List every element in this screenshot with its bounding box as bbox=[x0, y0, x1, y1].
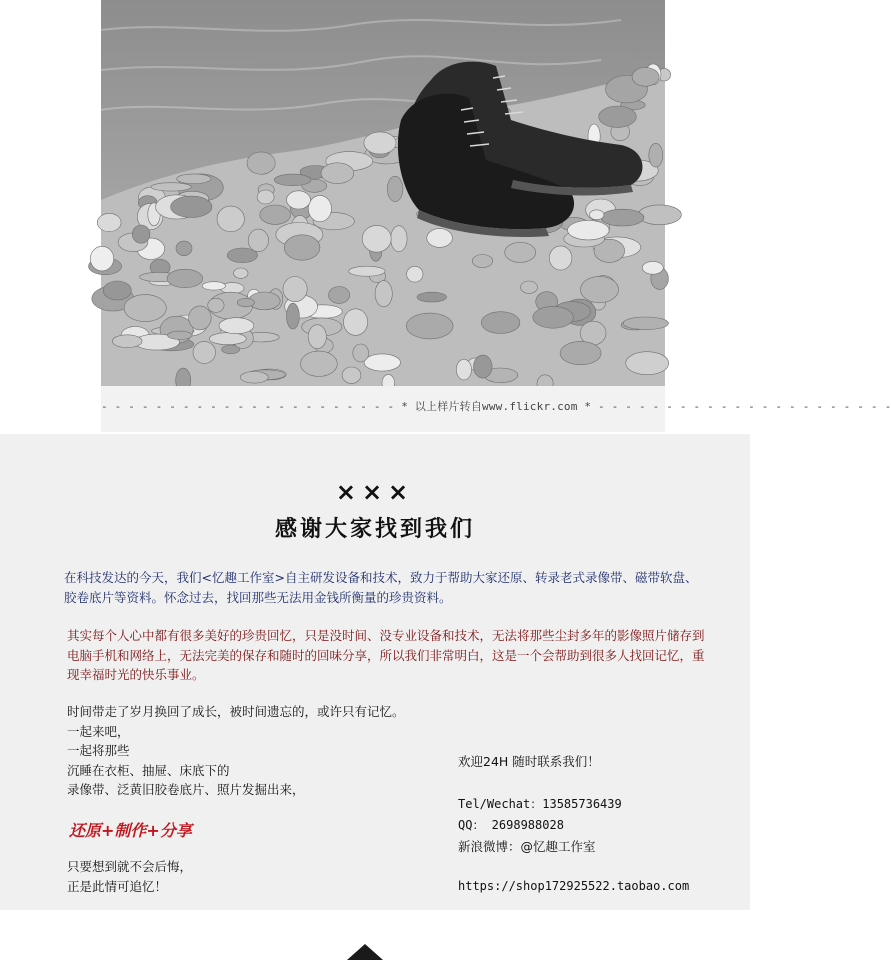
contact-welcome: 欢迎24H 随时联系我们！ bbox=[458, 754, 600, 769]
poem-lines bbox=[67, 702, 405, 800]
decorative-x-marks: ××× bbox=[335, 478, 415, 506]
boots-photo bbox=[101, 0, 665, 386]
diamond-ornament-icon bbox=[347, 944, 383, 960]
service-slogan: 还原+制作+分享 bbox=[69, 821, 192, 840]
closing-lines bbox=[67, 857, 192, 896]
contact-phone: Tel/Wechat：13585736439 bbox=[458, 797, 622, 811]
contact-qq: QQ： 2698988028 bbox=[458, 818, 564, 832]
closing-line: 正是此情可追忆！ bbox=[67, 878, 168, 894]
boots-on-rocks-image bbox=[101, 0, 665, 386]
poem-line: 录像带、泛黄旧胶卷底片、照片发掘出来， bbox=[67, 782, 305, 797]
photo-caption: - - - - - - - - - - - - - - - - - - - - - - * 以上样片转自www.flickr.com * - - - - - - - - - - - - - - - - - - - - - - bbox=[101, 400, 891, 413]
page-title: 感谢大家找到我们 bbox=[274, 516, 475, 542]
contact-weibo[interactable]: 新浪微博：@忆趣工作室 bbox=[458, 839, 596, 854]
story-paragraph: 其实每个人心中都有很多美好的珍贵回忆，只是没时间、没专业设备和技术，无法将那些尘封多年的影像照片储存到电脑手机和网络上，无法完美的保存和随时的回味分享，所以我们非常明白，这是一个会帮助到很多人找回记忆，重现幸福时光的快乐事业。 bbox=[67, 628, 705, 682]
closing-line: 只要想到就不会后悔， bbox=[67, 859, 193, 874]
intro-panel bbox=[0, 434, 750, 910]
poem-line: 一起来吧， bbox=[67, 723, 130, 739]
poem-line: 一起将那些 bbox=[67, 743, 130, 758]
poem-line: 沉睡在衣柜、抽屉、床底下的 bbox=[67, 762, 230, 778]
intro-paragraph: 在科技发达的今天，我们<忆趣工作室>自主研发设备和技术，致力于帮助大家还原、转录老式录像带、磁带软盘、胶卷底片等资料。怀念过去，找回那些无法用金钱所衡量的珍贵资料。 bbox=[64, 570, 698, 605]
poem-line: 时间带走了岁月换回了成长，被时间遗忘的，或许只有记忆。 bbox=[67, 704, 405, 719]
photo-caption-strip bbox=[101, 386, 891, 432]
shop-link[interactable]: https://shop172925522.taobao.com bbox=[458, 879, 690, 893]
